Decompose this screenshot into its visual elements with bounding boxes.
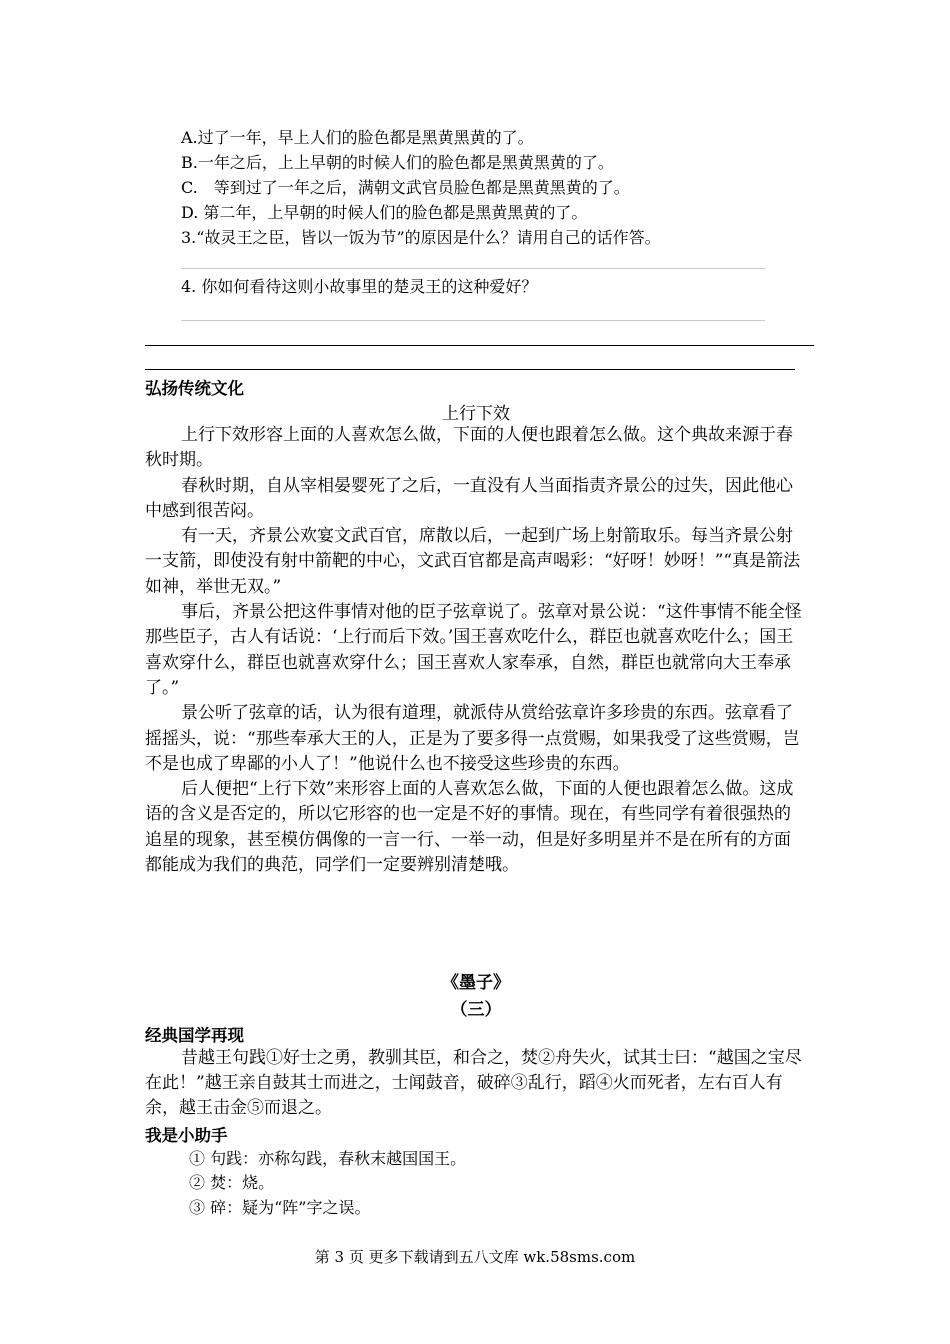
- option-a: A.过了一年，早上人们的脸色都是黑黄黑黄的了。: [181, 128, 534, 147]
- option-b: B.一年之后，上上早朝的时候人们的脸色都是黑黄黑黄的了。: [181, 153, 614, 172]
- story-paragraph: 后人便把“上行下效”来形容上面的人喜欢怎么做，下面的人便也跟着怎么做。这成语的含义是否定的，所以它形容的也一定是不好的事情。现在，有些同学有着很强热的追星的现象，甚至模仿偶像的一言一行、一举一动，但是好多明星并不是在所有的方面都能成为我们的典范，同学们一定要辨别清楚哦。: [145, 779, 794, 876]
- option-c: C. 等到过了一年之后，满朝文武官员脸色都是黑黄黑黄的了。: [181, 178, 630, 197]
- classic-text-block: [145, 1046, 807, 1121]
- question-4: 4. 你如何看待这则小故事里的楚灵王的这种爱好？: [181, 277, 538, 296]
- book-subtitle: （三）: [450, 1000, 502, 1020]
- story-body: [145, 423, 807, 878]
- note-2: ② 焚：烧。: [189, 1173, 275, 1192]
- book-title: 《墨子》: [442, 973, 510, 993]
- story-paragraph: 景公听了弦章的话，认为很有道理，就派侍从赏给弦章许多珍贵的东西。弦章看了摇摇头，说：“那些奉承大王的人，正是为了要多得一点赏赐，如果我受了这些赏赐，岂不是也成了卑鄙的小人了！”他说什么也不接受这些珍贵的东西。: [145, 703, 800, 774]
- answer-line-6: [145, 369, 795, 370]
- answer-line-5: [145, 345, 814, 346]
- story-paragraph: 上行下效形容上面的人喜欢怎么做，下面的人便也跟着怎么做。这个典故来源于春秋时期。: [145, 425, 793, 471]
- note-1: ① 句践：亦称勾践，春秋末越国国王。: [189, 1149, 467, 1168]
- section-heading-helper: 我是小助手: [145, 1126, 228, 1145]
- answer-line-3: [181, 268, 765, 269]
- section-heading-classic: 经典国学再现: [145, 1026, 244, 1045]
- story-paragraph: 春秋时期，自从宰相晏婴死了之后，一直没有人当面指责齐景公的过失，因此他心中感到很苦闷。: [145, 475, 793, 521]
- answer-line-4: [181, 320, 765, 321]
- section-heading-culture: 弘扬传统文化: [145, 379, 244, 398]
- option-d: D. 第二年，上早朝的时候人们的脸色都是黑黄黑黄的了。: [181, 203, 588, 222]
- question-3: 3.“故灵王之臣，皆以一饭为节”的原因是什么？请用自己的话作答。: [181, 228, 661, 247]
- note-3: ③ 碎：疑为“阵”字之误。: [189, 1198, 371, 1217]
- story-paragraph: 事后，齐景公把这件事情对他的臣子弦章说了。弦章对景公说：“这件事情不能全怪那些臣子，古人有话说：‘上行而后下效。’国王喜欢吃什么，群臣也就喜欢吃什么；国王喜欢穿什么，群臣也就喜欢穿什么；国王喜欢人家奉承，自然，群臣也就常向大王奉承了。”: [145, 602, 802, 698]
- classic-text: 昔越王句践①好士之勇，教驯其臣，和合之，焚②舟失火，试其士曰：“越国之宝尽在此！”越王亲自鼓其士而进之，士闻鼓音，破碎③乱行，蹈④火而死者，左右百人有余，越王击金⑤而退之。: [145, 1048, 802, 1118]
- page-footer: 第 3 页 更多下载请到五八文库 wk.58sms.com: [314, 1248, 636, 1266]
- story-paragraph: 有一天，齐景公欢宴文武百官，席散以后，一起到广场上射箭取乐。每当齐景公射一支箭，即使没有射中箭靶的中心，文武百官都是高声喝彩：“好呀！妙呀！”“真是箭法如神，举世无双。”: [145, 526, 801, 597]
- story-title: 上行下效: [442, 404, 510, 424]
